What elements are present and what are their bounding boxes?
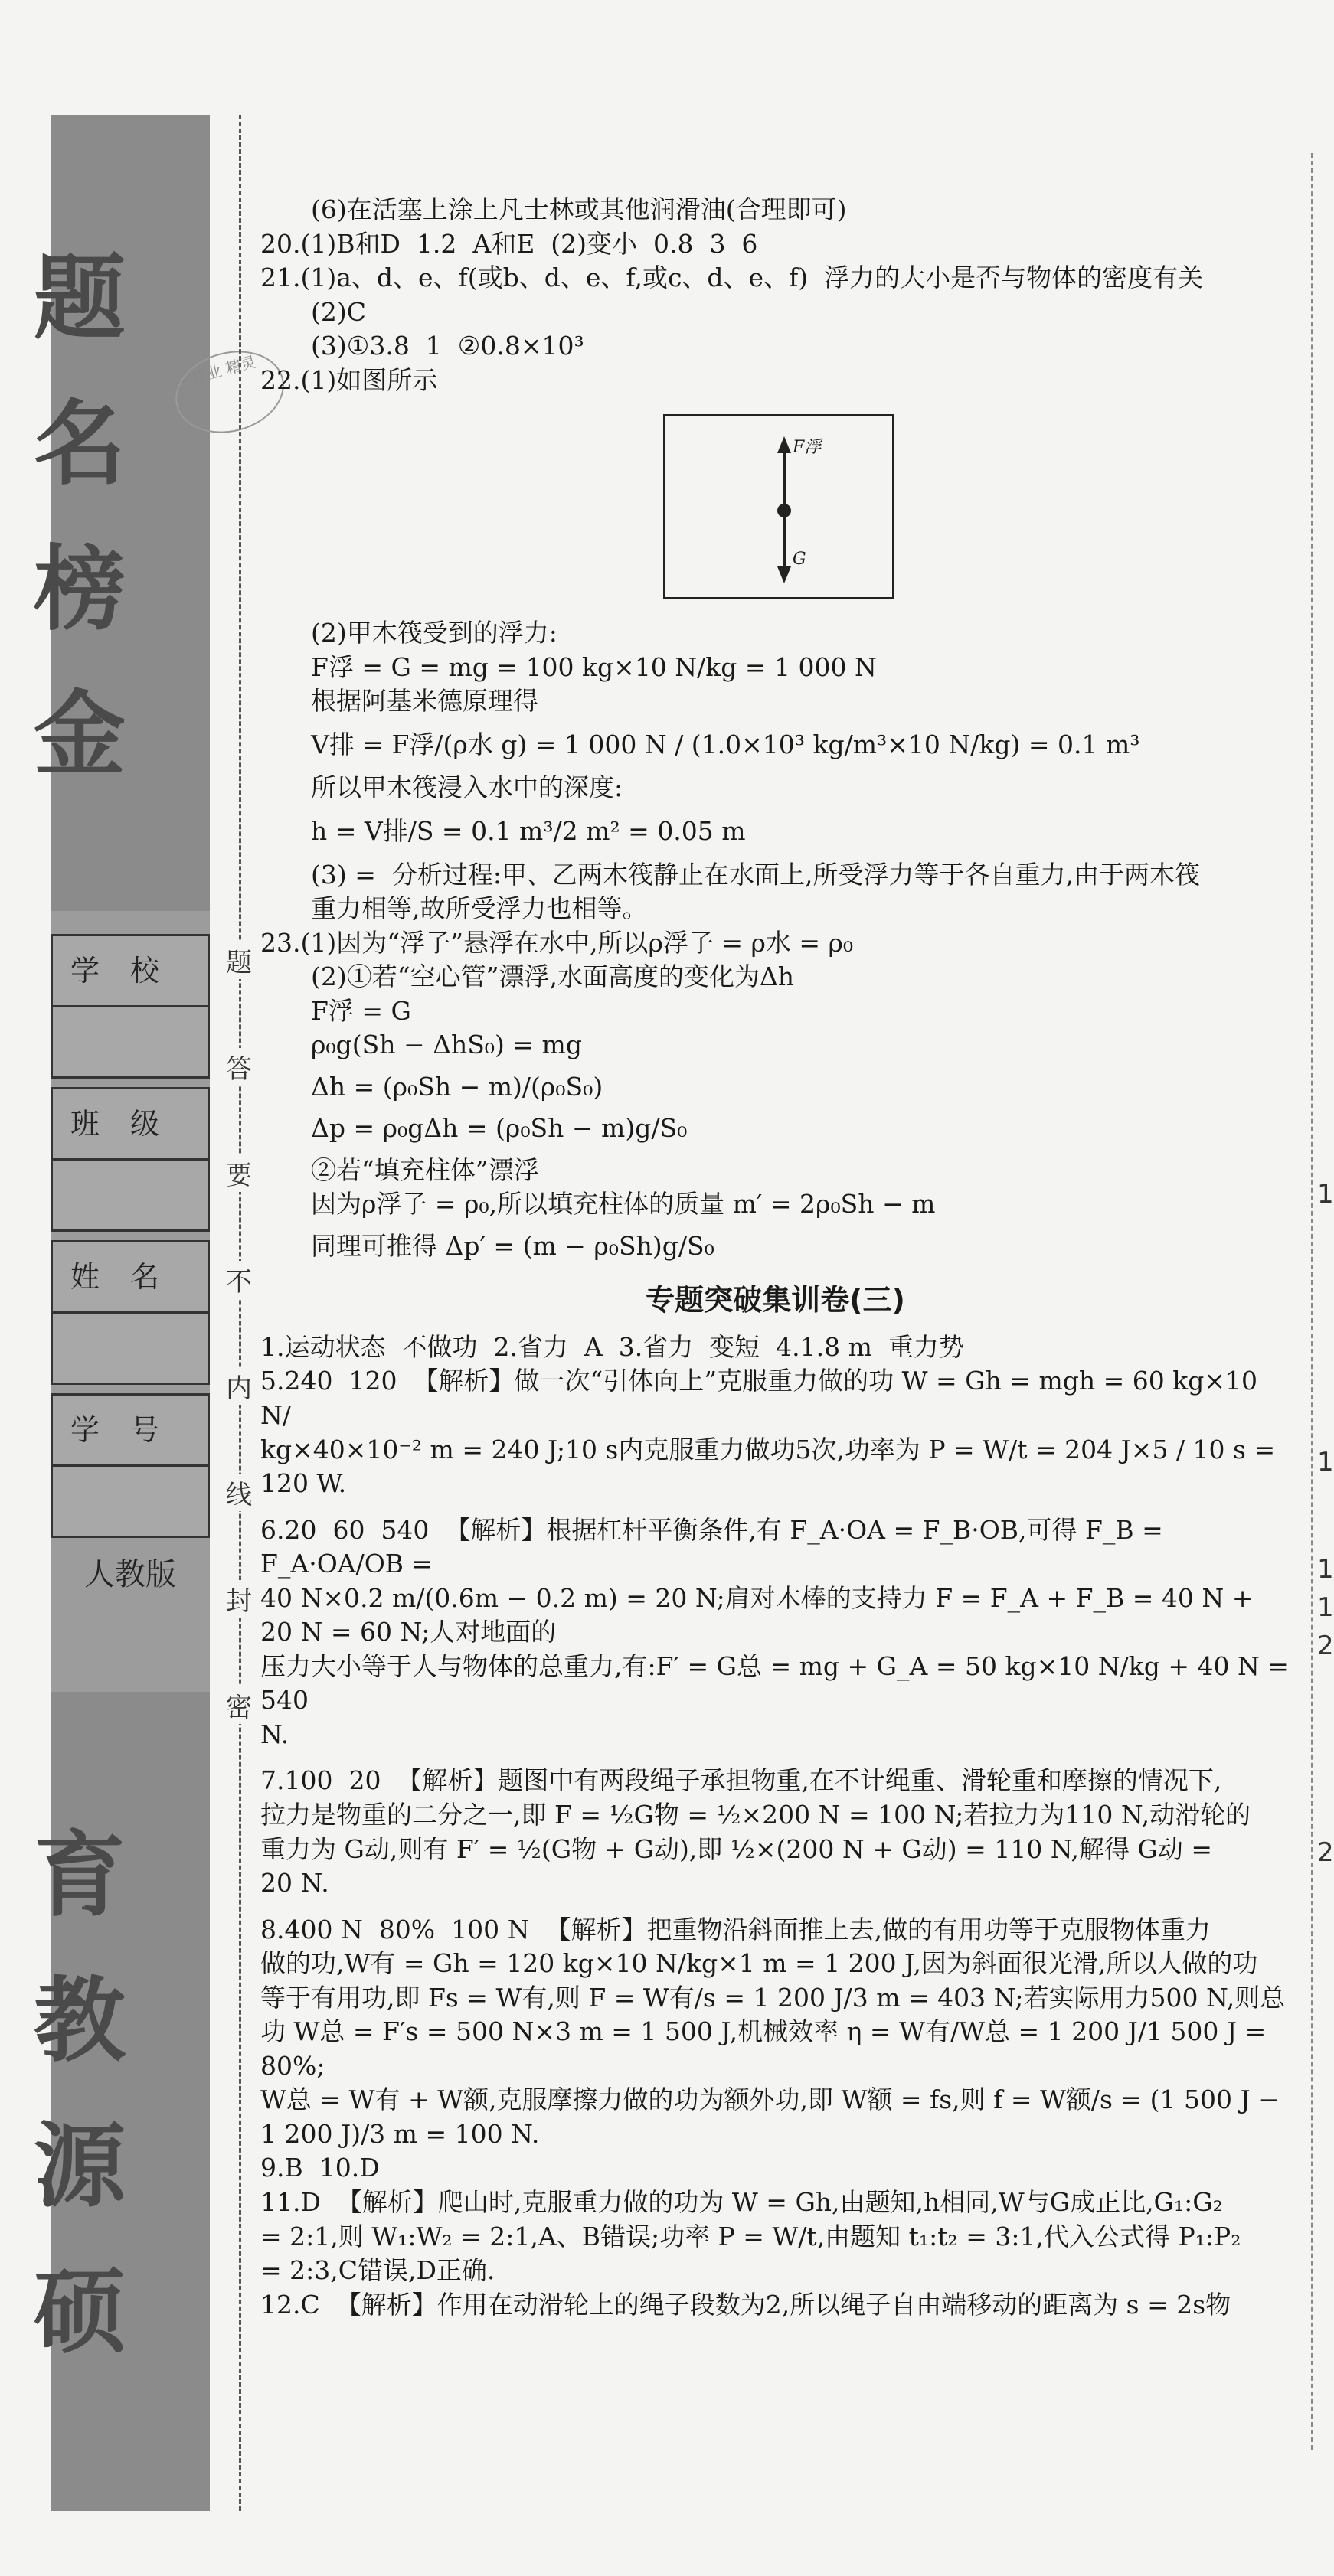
- text-line: 9.B 10.D: [260, 2153, 380, 2183]
- text-line: (2)C: [311, 296, 366, 327]
- margin-mark: 1: [1317, 1447, 1334, 1477]
- text-line: F浮 = G: [311, 995, 411, 1026]
- text-line: 40 N×0.2 m/(0.6m − 0.2 m) = 20 N;肩对木棒的支持力 F = F_A + F_B = 40 N + 20 N = 60 N;人对地面的: [260, 1582, 1261, 1647]
- text-line: 做的功,W有 = Gh = 120 kg×10 N/kg×1 m = 1 200 J,因为斜面很光滑,所以人做的功: [260, 1948, 1258, 1979]
- formula-line: 同理可推得 Δp′ = (m − ρ₀Sh)g/S₀: [311, 1231, 714, 1262]
- text-line: = 2:1,则 W₁:W₂ = 2:1,A、B错误;功率 P = W/t,由题知 t₁:t₂ = 3:1,代入公式得 P₁:P₂: [260, 2221, 1241, 2251]
- publisher-name: [0, 1821, 159, 2365]
- margin-mark: 1: [1317, 1554, 1334, 1585]
- field-label: 学校: [51, 934, 210, 1005]
- edition-label: 人教版: [84, 1557, 176, 1592]
- book-title: [0, 244, 159, 788]
- publisher-char: 教: [34, 1967, 126, 2075]
- right-fold-line: [1311, 153, 1313, 2450]
- seal-char: 题: [226, 942, 252, 979]
- text-line: (2)①若“空心管”漂浮,水面高度的变化为Δh: [311, 962, 795, 992]
- title-char: 名: [34, 390, 126, 498]
- text-line: 1.运动状态 不做功 2.省力 A 3.省力 变短 4.1.8 m 重力势: [260, 1331, 964, 1362]
- text-line: = 2:3,C错误,D正确.: [260, 2255, 495, 2286]
- seal-char: 密: [226, 1686, 252, 1724]
- title-char: 金: [34, 681, 126, 788]
- center-point: [777, 504, 791, 517]
- text-line: 5.240 120 【解析】做一次“引体向上”克服重力做的功 W = Gh = mgh = 60 kg×10 N/: [260, 1366, 1266, 1430]
- seal-char: 答: [226, 1048, 252, 1086]
- text-line: 压力大小等于人与物体的总重力,有:F′ = G总 = mg + G_A = 50 kg×10 N/kg + 40 N = 540: [260, 1650, 1297, 1716]
- text-line: 1 200 J)/3 m = 100 N.: [260, 2118, 540, 2149]
- text-line: W总 = W有 + W额,克服摩擦力做的功为额外功,即 W额 = fs,则 f = W额/s = (1 500 J −: [260, 2085, 1280, 2115]
- buoyancy-arrow-icon: [777, 436, 791, 453]
- margin-mark: 1: [1317, 1179, 1334, 1210]
- seal-char: 线: [226, 1474, 252, 1511]
- text-line: ρ₀g(Sh − ΔhS₀) = mg: [311, 1030, 582, 1060]
- text-line: 等于有用功,即 Fs = W有,则 F = W有/s = 1 200 J/3 m = 403 N;若实际用力500 N,则总: [260, 1982, 1286, 2013]
- text-line: kg×40×10⁻² m = 240 J;10 s内克服重力做功5次,功率为 P = W/t = 204 J×5 / 10 s = 120 W.: [260, 1434, 1283, 1499]
- field-class[interactable]: [51, 1087, 210, 1232]
- text-line: 功 W总 = F′s = 500 N×3 m = 1 500 J,机械效率 η = W有/W总 = 1 200 J/1 500 J = 80%;: [260, 2016, 1274, 2081]
- text-line: 23.(1)因为“浮子”悬浮在水中,所以ρ浮子 = ρ水 = ρ₀: [260, 927, 854, 958]
- field-box[interactable]: [51, 1464, 210, 1538]
- text-line: (6)在活塞上涂上凡士林或其他润滑油(合理即可): [311, 194, 847, 224]
- text-line: N.: [260, 1719, 289, 1749]
- section-heading: 专题突破集训卷(三): [646, 1282, 905, 1317]
- buoyancy-label: F浮: [793, 438, 822, 458]
- text-line: (3) = 分析过程:甲、乙两木筏静止在水面上,所受浮力等于各自重力,由于两木筏: [311, 859, 1200, 890]
- publisher-char: 源: [34, 2112, 126, 2220]
- force-diagram: [663, 414, 894, 599]
- text-line: 根据阿基米德原理得: [311, 686, 538, 717]
- seal-text: [225, 942, 253, 1793]
- text-line: 因为ρ浮子 = ρ₀,所以填充柱体的质量 m′ = 2ρ₀Sh − m: [311, 1189, 936, 1219]
- publisher-char: 育: [34, 1821, 126, 1929]
- title-char: 题: [34, 244, 126, 352]
- formula-line: V排 = F浮/(ρ水 g) = 1 000 N / (1.0×10³ kg/m³×10 N/kg) = 0.1 m³: [311, 729, 1140, 759]
- text-line: 11.D 【解析】爬山时,克服重力做的功为 W = Gh,由题知,h相同,W与G成正比,G₁:G₂: [260, 2187, 1223, 2217]
- gravity-label: G: [793, 550, 806, 570]
- seal-char: 内: [226, 1367, 252, 1405]
- seal-char: 封: [226, 1580, 252, 1618]
- watermark-stamp: 作业 精灵: [166, 339, 293, 445]
- field-label: 班级: [51, 1087, 210, 1158]
- text-line: 22.(1)如图所示: [260, 364, 438, 395]
- text-line: 20.(1)B和D 1.2 A和E (2)变小 0.8 3 6: [260, 228, 758, 259]
- text-line: ②若“填充柱体”漂浮: [311, 1154, 539, 1185]
- text-line: 12.C 【解析】作用在动滑轮上的绳子段数为2,所以绳子自由端移动的距离为 s = 2s物: [260, 2289, 1231, 2320]
- field-label: 学号: [51, 1393, 210, 1464]
- margin-mark: 2: [1317, 1837, 1334, 1868]
- field-name[interactable]: [51, 1240, 210, 1385]
- text-line: 7.100 20 【解析】题图中有两段绳子承担物重,在不计绳重、滑轮重和摩擦的情况下,: [260, 1765, 1222, 1796]
- margin-mark: 1: [1317, 1592, 1334, 1623]
- text-line: 8.400 N 80% 100 N 【解析】把重物沿斜面推上去,做的有用功等于克服物体重力: [260, 1914, 1211, 1944]
- field-student-id[interactable]: [51, 1393, 210, 1538]
- text-line: 重力为 G动,则有 F′ = ½(G物 + G动),即 ½×(200 N + G动) = 110 N,解得 G动 =: [260, 1833, 1212, 1864]
- answer-content: [260, 193, 1297, 2330]
- text-line: 21.(1)a、d、e、f(或b、d、e、f,或c、d、e、f) 浮力的大小是否与物体的密度有关: [260, 263, 1204, 293]
- formula-line: Δh = (ρ₀Sh − m)/(ρ₀S₀): [311, 1071, 603, 1102]
- formula-line: Δp = ρ₀gΔh = (ρ₀Sh − m)g/S₀: [311, 1113, 688, 1144]
- seal-char: 不: [226, 1261, 252, 1298]
- text-line: (2)甲木筏受到的浮力:: [311, 618, 557, 648]
- field-box[interactable]: [51, 1158, 210, 1232]
- gravity-arrow-icon: [777, 566, 791, 583]
- field-box[interactable]: [51, 1005, 210, 1079]
- text-line: 重力相等,故所受浮力也相等。: [311, 893, 648, 924]
- text-line: 所以甲木筏浸入水中的深度:: [311, 772, 623, 803]
- seal-char: 要: [226, 1154, 252, 1192]
- field-box[interactable]: [51, 1311, 210, 1385]
- title-char: 榜: [34, 535, 126, 643]
- field-school[interactable]: [51, 934, 210, 1079]
- field-label: 姓名: [51, 1240, 210, 1311]
- publisher-char: 硕: [34, 2258, 126, 2365]
- text-line: 6.20 60 540 【解析】根据杠杆平衡条件,有 F_A·OA = F_B·OB,可得 F_B = F_A·OA/OB =: [260, 1514, 1172, 1579]
- formula-line: h = V排/S = 0.1 m³/2 m² = 0.05 m: [311, 816, 746, 847]
- text-line: F浮 = G = mg = 100 kg×10 N/kg = 1 000 N: [311, 651, 877, 682]
- text-line: 20 N.: [260, 1868, 329, 1899]
- text-line: (3)①3.8 1 ②0.8×10³: [311, 331, 584, 361]
- text-line: 拉力是物重的二分之一,即 F = ½G物 = ½×200 N = 100 N;若拉力为110 N,动滑轮的: [260, 1799, 1251, 1830]
- margin-mark: 2: [1317, 1631, 1334, 1661]
